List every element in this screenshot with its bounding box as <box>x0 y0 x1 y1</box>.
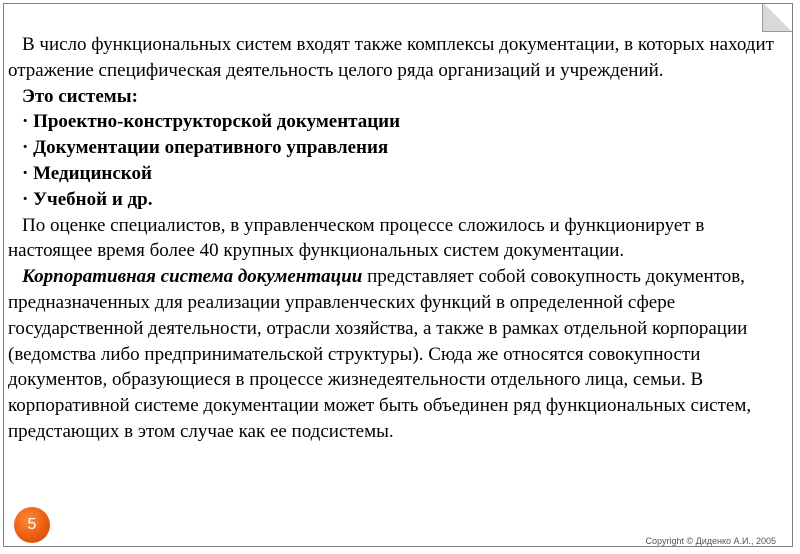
systems-heading: Это системы: <box>22 85 138 107</box>
page-corner-fold <box>762 4 792 32</box>
systems-list-item: · Учебной и др. <box>22 188 153 210</box>
systems-list-item: · Проектно-конструкторской документации <box>22 111 401 133</box>
slide-number-badge: 5 <box>14 507 50 543</box>
intro-paragraph: В число функциональных систем входят также комплексы документации, в которых находит отражение специфическая деятельность целого ряда организаций и учреждений. <box>8 34 774 81</box>
corporate-definition: представляет собой совокупность документов, предназначенных для реализации управленческих функций в определенной сфере государственной деятельности, отрасли хозяйства, а также в рамках отдельной корпорации (ведомства либо предпринимательской структуры). Сюда же относятся совокупности документов, образующиеся в процессе жизнедеятельности отдельного лица, семьи. В корпоративной системе документации может быть объединен ряд функциональных систем, предстающих в этом случае как ее подсистемы. <box>8 266 752 442</box>
systems-list-item: · Медицинской <box>22 162 152 184</box>
slide-content <box>8 32 790 445</box>
systems-list-item: · Документации оперативного управления <box>22 137 389 159</box>
copyright-notice: Copyright © Диденко А.И., 2005 <box>645 536 776 546</box>
corporate-term: Корпоративная система документации <box>22 266 363 288</box>
corporate-paragraph <box>8 264 790 445</box>
estimate-paragraph: По оценке специалистов, в управленческом процессе сложилось и функционирует в настоящее время более 40 крупных функциональных систем документации. <box>8 214 705 262</box>
